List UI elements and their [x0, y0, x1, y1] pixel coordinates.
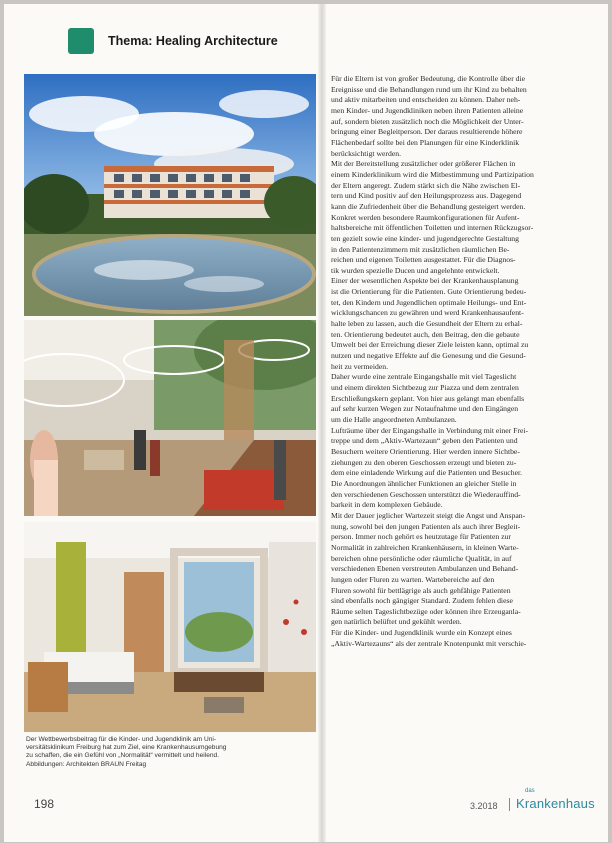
- body-line: Flächenbedarf sollte bei den Planungen für eine Kinderklinik: [331, 137, 520, 147]
- body-line: ten. Orientierung bedeutet auch, den Beitrag, den die gebaute: [331, 329, 520, 339]
- body-line: haltsbereiche mit öffentlichen Toiletten und internen Rückzugsor-: [331, 223, 534, 233]
- body-line: sind ebenfalls noch gängiger Standard. Zudem fehlen diese: [331, 596, 513, 606]
- body-line: Die Anordnungen ähnlicher Funktionen an gleicher Stelle in: [331, 478, 517, 488]
- body-line: ziehungen zu den oberen Geschossen erzeugt und bieten zu-: [331, 457, 517, 467]
- body-line: einem Kinderklinikum wird die Mitbestimmung und Partizipation: [331, 169, 534, 179]
- brand-logo: Krankenhaus: [516, 796, 595, 811]
- body-line: nung, sowohl bei den jungen Patienten als auch ihrer Begleit-: [331, 521, 521, 531]
- body-line: Lufträume über der Eingangshalle in Verbindung mit einer Frei-: [331, 425, 529, 435]
- caption-line: Der Wettbewerbsbeitrag für die Kinder- und Jugendklinik am Uni-: [26, 736, 217, 743]
- patient-room-photo: [24, 522, 316, 732]
- body-line: Besuchern weitere Orientierung. Hier werden innere Sichtbe-: [331, 446, 520, 456]
- body-line: dem eine einladende Wirkung auf die Patienten und Besucher.: [331, 468, 523, 478]
- body-line: gen natürlich belüftet und gekühlt werden.: [331, 617, 462, 627]
- body-line: in den Patientenzimmern mit zusätzlichen räumlichen Be-: [331, 244, 510, 254]
- body-line: Einer der wesentlichen Aspekte bei der Krankenhausplanung: [331, 276, 519, 286]
- body-line: berücksichtigt werden.: [331, 148, 402, 158]
- body-line: person. Immer noch gehört es heutzutage für Patienten zur: [331, 532, 511, 542]
- brand-prefix: das: [525, 788, 535, 794]
- body-line: den verschiedenen Geschossen unterstützt die Wiederauffind-: [331, 489, 521, 499]
- body-line: um die Halle angeordneten Ambulanzen.: [331, 415, 457, 424]
- body-line: verschiedenen Ebenen verstreuten Ambulanzen und Behand-: [331, 564, 519, 574]
- body-line: Erschließungskern geplant. Von hier aus gelangt man ebenfalls: [331, 393, 525, 403]
- body-line: Konkret werden besondere Raumkonfigurationen für Aufent-: [331, 212, 520, 222]
- body-line: und einem direkten Sichtbezug zur Piazza und dem zentralen: [331, 383, 519, 393]
- body-line: Mit der Dauer jeglicher Wartezeit steigt die Angst und Anspan-: [331, 510, 526, 520]
- body-line: tet, den Kindern und Jugendlichen optimale Heilungs- und Ent-: [331, 297, 527, 307]
- body-line: ten gezielt sowie eine kinder- und jugendgerechte Gestaltung: [331, 233, 519, 243]
- body-line: bereichen ohne persönliche oder räumliche Qualität, in auf: [331, 553, 512, 563]
- body-line: Ereignisse und die Behandlungen rund um ihr Kind zu behalten: [331, 84, 527, 94]
- body-line: tern und Kind positiv auf den Heilungsprozess aus. Dagegend: [331, 191, 522, 201]
- section-title: Thema: Healing Architecture: [108, 34, 278, 48]
- body-line: Daher wurde eine zentrale Eingangshalle mit viel Tageslicht: [331, 372, 517, 382]
- footer-divider: [509, 798, 510, 811]
- section-marker: [68, 28, 94, 54]
- body-line: Für die Eltern ist von großer Bedeutung, die Kontrolle über die: [331, 74, 526, 83]
- body-line: halte leben zu lassen, auch die Gesundheit der Eltern zu erhal-: [331, 319, 523, 329]
- issue-number: 3.2018: [470, 801, 498, 811]
- article-body: [331, 74, 603, 649]
- caption-line: zu schaffen, die ein Gefühl von „Normalität“ vermittelt und heilend.: [26, 752, 220, 760]
- body-line: lungen oder Fluren zu warten. Wartebereiche auf den: [331, 574, 495, 584]
- body-line: treppe und dem „Aktiv-Wartezaun“ geben den Patienten und: [331, 436, 518, 446]
- body-line: Fluren sowohl für bettlägrige als auch gehfähige Patienten: [331, 585, 511, 595]
- body-line: nutzen und negative Effekte auf die Genesung und die Gesund-: [331, 351, 526, 361]
- body-line: ist die Orientierung für die Patienten. Gute Orientierung bedeu-: [331, 287, 527, 297]
- body-line: tik wurden spezielle Ducen und angelehnte entwickelt.: [331, 265, 500, 275]
- body-line: men Kinder- und Jugendkliniken neben ihren Patienten alleine: [331, 105, 524, 115]
- body-line: Für die Kinder- und Jugendklinik wurde ein Konzept eines: [331, 628, 512, 638]
- exterior-photo: [24, 74, 316, 316]
- caption-line: Abbildungen: Architekten BRAUN Freitag: [26, 760, 147, 768]
- page-number: 198: [34, 797, 55, 811]
- body-line: und aktiv mitarbeiten und entscheiden zu können. Daher neh-: [331, 95, 521, 105]
- magazine-page: [4, 4, 608, 842]
- body-line: barkeit in dem komplexen Gebäude.: [331, 500, 443, 510]
- body-line: Normalität in zahlreichen Krankenhäusern, in kleinen Warte-: [331, 542, 519, 552]
- body-line: auf sehr kurzen Wegen zur Notaufnahme und den Eingängen: [331, 404, 519, 414]
- body-line: wicklungschancen zu gewähren und werd Krankenhausaufent-: [331, 308, 524, 318]
- body-line: Räume selten Tageslichtbezüge oder können ihre Erzeuganla-: [331, 606, 521, 616]
- body-line: Umwelt bei der Erreichung dieser Ziele leisten kann, optimal zu: [331, 340, 529, 350]
- body-line: Mit der Bereitstellung zusätzlicher oder größerer Flächen in: [331, 159, 516, 169]
- body-line: reichen und eigenen Toiletten ausgestattet. Für die Diagnos-: [331, 255, 516, 265]
- body-line: kann die Zufriedenheit über die Behandlung gesteigert werden.: [331, 201, 526, 211]
- body-line: bringung einer Begleitperson. Der daraus resultierende höhere: [331, 127, 523, 137]
- page-fold: [318, 4, 326, 842]
- caption-line: versitätsklinikum Freiburg hat zum Ziel, eine Krankenhausumgebung: [26, 744, 227, 752]
- body-line: der Eltern angeregt. Zudem stärkt sich die Nähe zwischen El-: [331, 180, 521, 190]
- body-line: auf, sondern bieten zusätzlich noch die Möglichkeit der Unter-: [331, 116, 524, 126]
- atrium-photo: [24, 320, 316, 516]
- body-line: „Aktiv-Wartezauns“ als der zentrale Knotenpunkt mit verschie-: [331, 638, 527, 648]
- photo-caption: [26, 736, 316, 769]
- body-line: heit zu vermeiden.: [331, 361, 388, 371]
